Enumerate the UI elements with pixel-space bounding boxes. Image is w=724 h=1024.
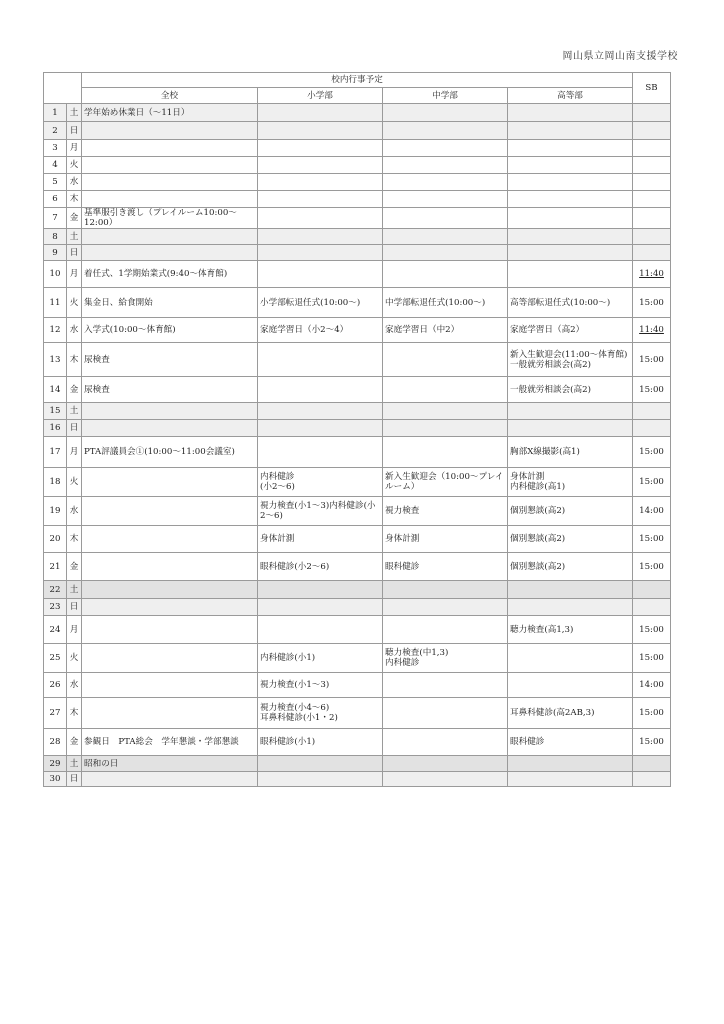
junior-high-event-cell [383, 420, 508, 437]
elementary-event-cell [258, 403, 383, 420]
elementary-event-cell: 内科健診 (小2～6) [258, 468, 383, 497]
junior-high-event-cell [383, 698, 508, 729]
day-cell: 10 [44, 261, 67, 288]
weekday-cell: 月 [67, 437, 82, 468]
school-event-cell: PTA評議員会①(10:00～11:00会議室) [82, 437, 258, 468]
school-event-cell [82, 403, 258, 420]
weekday-cell: 月 [67, 140, 82, 157]
table-row [44, 261, 671, 288]
high-school-event-cell [508, 104, 633, 122]
sb-time-cell: 11:40 [633, 261, 671, 288]
table-row [44, 174, 671, 191]
junior-high-event-cell [383, 191, 508, 208]
weekday-cell: 火 [67, 468, 82, 497]
school-event-cell: 昭和の日 [82, 756, 258, 772]
sb-time-cell: 15:00 [633, 526, 671, 553]
table-row [44, 698, 671, 729]
sb-time-cell [633, 245, 671, 261]
day-cell: 14 [44, 377, 67, 403]
high-school-event-cell [508, 208, 633, 229]
high-school-event-cell [508, 261, 633, 288]
elementary-event-cell [258, 191, 383, 208]
elementary-event-cell [258, 599, 383, 616]
school-event-cell [82, 122, 258, 140]
junior-high-event-cell [383, 729, 508, 756]
school-event-cell [82, 772, 258, 787]
weekday-cell: 日 [67, 772, 82, 787]
header-elementary: 小学部 [258, 88, 383, 104]
day-cell: 29 [44, 756, 67, 772]
table-row [44, 497, 671, 526]
day-cell: 13 [44, 343, 67, 377]
sb-time-cell: 15:00 [633, 616, 671, 644]
table-row [44, 673, 671, 698]
sb-time-cell [633, 772, 671, 787]
high-school-event-cell: 個別懇談(高2) [508, 497, 633, 526]
school-event-cell [82, 157, 258, 174]
high-school-event-cell: 高等部転退任式(10:00～) [508, 288, 633, 318]
sb-time-cell: 15:00 [633, 729, 671, 756]
day-cell: 2 [44, 122, 67, 140]
junior-high-event-cell [383, 245, 508, 261]
day-cell: 7 [44, 208, 67, 229]
day-cell: 18 [44, 468, 67, 497]
weekday-cell: 日 [67, 245, 82, 261]
table-row [44, 729, 671, 756]
school-event-cell: 尿検査 [82, 343, 258, 377]
sb-time-cell [633, 229, 671, 245]
weekday-cell: 日 [67, 420, 82, 437]
school-event-cell: 着任式、1学期始業式(9:40～体育館) [82, 261, 258, 288]
elementary-event-cell [258, 772, 383, 787]
day-cell: 19 [44, 497, 67, 526]
sb-time-cell: 15:00 [633, 553, 671, 581]
junior-high-event-cell [383, 174, 508, 191]
day-cell: 11 [44, 288, 67, 318]
elementary-event-cell: 眼科健診(小1) [258, 729, 383, 756]
school-event-cell [82, 497, 258, 526]
high-school-event-cell: 眼科健診 [508, 729, 633, 756]
sb-time-cell [633, 756, 671, 772]
table-title: 校内行事予定 [82, 73, 633, 88]
schedule-body [44, 104, 671, 787]
junior-high-event-cell [383, 673, 508, 698]
school-event-cell [82, 229, 258, 245]
weekday-cell: 土 [67, 581, 82, 599]
elementary-event-cell: 視力検査(小1～3) [258, 673, 383, 698]
elementary-event-cell: 小学部転退任式(10:00～) [258, 288, 383, 318]
table-row [44, 403, 671, 420]
header-blank [44, 73, 82, 104]
school-event-cell [82, 673, 258, 698]
elementary-event-cell [258, 437, 383, 468]
sb-time-cell [633, 157, 671, 174]
weekday-cell: 金 [67, 553, 82, 581]
high-school-event-cell [508, 229, 633, 245]
school-event-cell [82, 553, 258, 581]
day-cell: 3 [44, 140, 67, 157]
high-school-event-cell: 家庭学習日（高2） [508, 318, 633, 343]
header-whole-school: 全校 [82, 88, 258, 104]
table-row [44, 140, 671, 157]
sb-time-cell [633, 581, 671, 599]
weekday-cell: 火 [67, 157, 82, 174]
weekday-cell: 水 [67, 673, 82, 698]
junior-high-event-cell: 聴力検査(中1,3) 内科健診 [383, 644, 508, 673]
day-cell: 30 [44, 772, 67, 787]
day-cell: 5 [44, 174, 67, 191]
junior-high-event-cell [383, 581, 508, 599]
school-event-cell [82, 581, 258, 599]
elementary-event-cell [258, 104, 383, 122]
table-row [44, 526, 671, 553]
sb-time-cell: 15:00 [633, 377, 671, 403]
sb-time-cell: 15:00 [633, 698, 671, 729]
table-row [44, 616, 671, 644]
weekday-cell: 土 [67, 403, 82, 420]
weekday-cell: 月 [67, 616, 82, 644]
junior-high-event-cell [383, 208, 508, 229]
day-cell: 17 [44, 437, 67, 468]
weekday-cell: 金 [67, 208, 82, 229]
junior-high-event-cell: 新入生歓迎会（10:00～プレイルーム） [383, 468, 508, 497]
weekday-cell: 火 [67, 288, 82, 318]
day-cell: 28 [44, 729, 67, 756]
elementary-event-cell: 眼科健診(小2～6) [258, 553, 383, 581]
header-sb: SB [633, 73, 671, 104]
elementary-event-cell [258, 581, 383, 599]
sb-time-cell: 15:00 [633, 437, 671, 468]
weekday-cell: 土 [67, 229, 82, 245]
junior-high-event-cell [383, 104, 508, 122]
weekday-cell: 火 [67, 644, 82, 673]
junior-high-event-cell [383, 437, 508, 468]
school-event-cell [82, 140, 258, 157]
weekday-cell: 木 [67, 526, 82, 553]
sb-time-cell: 15:00 [633, 468, 671, 497]
school-event-cell [82, 174, 258, 191]
elementary-event-cell [258, 756, 383, 772]
junior-high-event-cell [383, 616, 508, 644]
elementary-event-cell: 視力検査(小1～3)内科健診(小2～6) [258, 497, 383, 526]
header-high-school: 高等部 [508, 88, 633, 104]
elementary-event-cell: 家庭学習日（小2～4） [258, 318, 383, 343]
sb-time-cell: 14:00 [633, 497, 671, 526]
high-school-event-cell [508, 420, 633, 437]
elementary-event-cell: 身体計測 [258, 526, 383, 553]
sb-time-cell: 15:00 [633, 343, 671, 377]
table-row [44, 288, 671, 318]
table-row [44, 343, 671, 377]
sb-time-cell [633, 191, 671, 208]
sb-time-cell [633, 599, 671, 616]
weekday-cell: 金 [67, 377, 82, 403]
table-row [44, 245, 671, 261]
table-row [44, 599, 671, 616]
junior-high-event-cell [383, 403, 508, 420]
event-schedule-table [43, 72, 671, 787]
junior-high-event-cell [383, 772, 508, 787]
day-cell: 15 [44, 403, 67, 420]
junior-high-event-cell [383, 229, 508, 245]
weekday-cell: 水 [67, 497, 82, 526]
day-cell: 1 [44, 104, 67, 122]
high-school-event-cell [508, 581, 633, 599]
weekday-cell: 水 [67, 318, 82, 343]
table-row [44, 318, 671, 343]
sb-time-cell [633, 174, 671, 191]
elementary-event-cell: 内科健診(小1) [258, 644, 383, 673]
table-row [44, 104, 671, 122]
school-event-cell: 参観日 PTA総会 学年懇談・学部懇談 [82, 729, 258, 756]
high-school-event-cell [508, 122, 633, 140]
high-school-event-cell [508, 245, 633, 261]
day-cell: 23 [44, 599, 67, 616]
weekday-cell: 水 [67, 174, 82, 191]
high-school-event-cell: 耳鼻科健診(高2AB,3) [508, 698, 633, 729]
day-cell: 8 [44, 229, 67, 245]
table-row [44, 756, 671, 772]
high-school-event-cell [508, 772, 633, 787]
school-event-cell [82, 191, 258, 208]
junior-high-event-cell [383, 599, 508, 616]
table-row [44, 772, 671, 787]
sb-time-cell: 15:00 [633, 644, 671, 673]
high-school-event-cell: 一般就労相談会(高2) [508, 377, 633, 403]
sb-time-cell: 15:00 [633, 288, 671, 318]
school-event-cell [82, 468, 258, 497]
day-cell: 20 [44, 526, 67, 553]
elementary-event-cell [258, 377, 383, 403]
junior-high-event-cell [383, 343, 508, 377]
elementary-event-cell [258, 140, 383, 157]
elementary-event-cell [258, 343, 383, 377]
school-event-cell [82, 245, 258, 261]
day-cell: 12 [44, 318, 67, 343]
junior-high-event-cell: 中学部転退任式(10:00～) [383, 288, 508, 318]
weekday-cell: 木 [67, 191, 82, 208]
weekday-cell: 日 [67, 599, 82, 616]
day-cell: 21 [44, 553, 67, 581]
elementary-event-cell [258, 420, 383, 437]
junior-high-event-cell [383, 261, 508, 288]
high-school-event-cell [508, 140, 633, 157]
school-event-cell: 学年始め休業日（～11日） [82, 104, 258, 122]
day-cell: 27 [44, 698, 67, 729]
weekday-cell: 土 [67, 104, 82, 122]
table-row [44, 208, 671, 229]
table-row [44, 437, 671, 468]
header-row-title [44, 73, 671, 88]
table-row [44, 191, 671, 208]
weekday-cell: 金 [67, 729, 82, 756]
high-school-event-cell: 胸部X線撮影(高1) [508, 437, 633, 468]
weekday-cell: 日 [67, 122, 82, 140]
junior-high-event-cell: 眼科健診 [383, 553, 508, 581]
school-event-cell [82, 616, 258, 644]
school-name: 岡山県立岡山南支援学校 [562, 51, 678, 62]
elementary-event-cell [258, 157, 383, 174]
high-school-event-cell [508, 673, 633, 698]
table-row [44, 377, 671, 403]
junior-high-event-cell: 家庭学習日（中2） [383, 318, 508, 343]
school-event-cell [82, 599, 258, 616]
school-event-cell [82, 698, 258, 729]
sb-time-cell [633, 104, 671, 122]
school-event-cell: 基準服引き渡し（プレイルーム10:00～12:00） [82, 208, 258, 229]
high-school-event-cell [508, 403, 633, 420]
table-row [44, 468, 671, 497]
sb-time-cell [633, 122, 671, 140]
table-row [44, 581, 671, 599]
table-row [44, 420, 671, 437]
high-school-event-cell [508, 599, 633, 616]
high-school-event-cell [508, 191, 633, 208]
school-event-cell: 入学式(10:00～体育館) [82, 318, 258, 343]
high-school-event-cell: 個別懇談(高2) [508, 526, 633, 553]
table-row [44, 553, 671, 581]
weekday-cell: 木 [67, 343, 82, 377]
elementary-event-cell [258, 245, 383, 261]
day-cell: 9 [44, 245, 67, 261]
junior-high-event-cell: 視力検査 [383, 497, 508, 526]
high-school-event-cell [508, 157, 633, 174]
sb-time-cell: 11:40 [633, 318, 671, 343]
day-cell: 6 [44, 191, 67, 208]
sb-time-cell: 14:00 [633, 673, 671, 698]
elementary-event-cell [258, 261, 383, 288]
table-row [44, 229, 671, 245]
day-cell: 22 [44, 581, 67, 599]
elementary-event-cell [258, 122, 383, 140]
junior-high-event-cell: 身体計測 [383, 526, 508, 553]
school-event-cell [82, 644, 258, 673]
sb-time-cell [633, 140, 671, 157]
high-school-event-cell: 新入生歓迎会(11:00～体育館)一般就労相談会(高2) [508, 343, 633, 377]
day-cell: 24 [44, 616, 67, 644]
high-school-event-cell [508, 756, 633, 772]
elementary-event-cell [258, 229, 383, 245]
sb-time-cell [633, 420, 671, 437]
sb-time-cell [633, 403, 671, 420]
weekday-cell: 土 [67, 756, 82, 772]
day-cell: 25 [44, 644, 67, 673]
high-school-event-cell [508, 174, 633, 191]
high-school-event-cell: 個別懇談(高2) [508, 553, 633, 581]
table-row [44, 122, 671, 140]
elementary-event-cell: 視力検査(小4～6) 耳鼻科健診(小1・2) [258, 698, 383, 729]
school-event-cell [82, 420, 258, 437]
junior-high-event-cell [383, 140, 508, 157]
day-cell: 26 [44, 673, 67, 698]
header-junior-high: 中学部 [383, 88, 508, 104]
elementary-event-cell [258, 616, 383, 644]
sb-time-cell [633, 208, 671, 229]
high-school-event-cell: 身体計測 内科健診(高1) [508, 468, 633, 497]
junior-high-event-cell [383, 157, 508, 174]
day-cell: 16 [44, 420, 67, 437]
school-event-cell: 集金日、給食開始 [82, 288, 258, 318]
school-event-cell: 尿検査 [82, 377, 258, 403]
junior-high-event-cell [383, 756, 508, 772]
junior-high-event-cell [383, 377, 508, 403]
day-cell: 4 [44, 157, 67, 174]
high-school-event-cell: 聴力検査(高1,3) [508, 616, 633, 644]
elementary-event-cell [258, 174, 383, 191]
header-row-columns [44, 88, 671, 104]
weekday-cell: 月 [67, 261, 82, 288]
table-row [44, 644, 671, 673]
table-row [44, 157, 671, 174]
elementary-event-cell [258, 208, 383, 229]
high-school-event-cell [508, 644, 633, 673]
junior-high-event-cell [383, 122, 508, 140]
school-event-cell [82, 526, 258, 553]
weekday-cell: 木 [67, 698, 82, 729]
